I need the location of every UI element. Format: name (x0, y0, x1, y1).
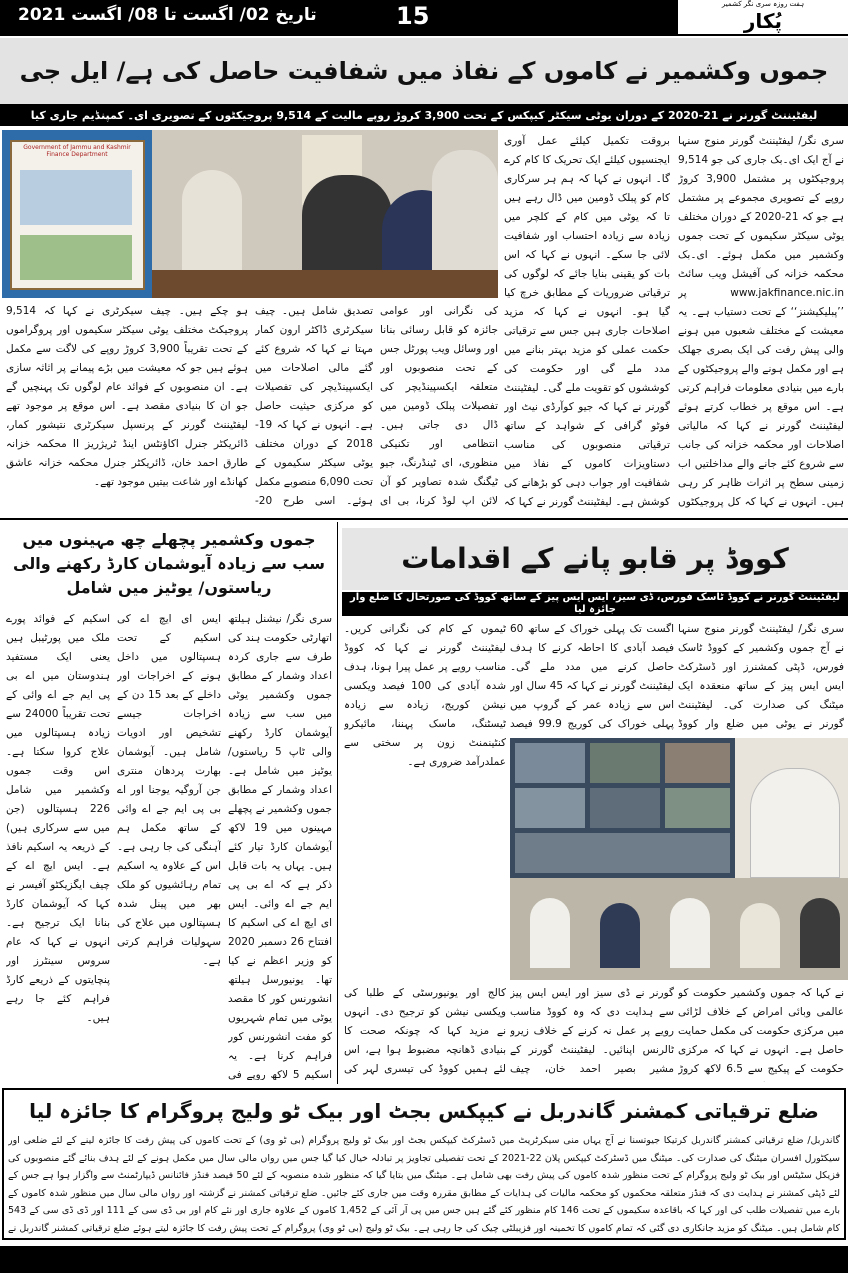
ayushman-column-3: اسکیم کے فوائد پورے ملک میں پورٹیبل ہیں یعنی ایک مستفید ہندوستان میں اے بی پی ایم جے اے وائی کے تحت تقریباً 24000 سے زیادہ ہسپتالوں میں علاج کروا سکتا ہے۔ اس وقت جموں وکشمیر میں شامل 226 ہسپتالوں (جن میں سے سرکاری ہیں) کے ذریعہ یہ اسکیم نافذ ہے۔ ایس ایچ اے کے چیف ایگزیکٹو آفیسر نے کہا کہ آیوشمان کارڈ بنانا ایک ترجیح ہے۔ انہوں نے کہا کہ عام سروس سینٹرز اور پنچایتوں کے ذریعے کارڈ فراہم کئے جا رہے ہیں۔ (6, 613, 110, 1024)
covid-column-2: اگست تک پہلی خوراک کے ساتھ 60 فیصد آبادی کا احاطہ کرنے کا ہدف حاصل کرنے میں مدد ملے گی۔ لیفٹیننٹ گورنر نے کہا کہ 45 سال اور اس سے زیادہ عمر کے گروپ میں پہلی خوراک کی کوریج 99.9 فیصد (510, 623, 674, 730)
issue-date: تاریخ 02/ اگست تا 08/ اگست 2021 (18, 5, 317, 25)
page-number: 15 (396, 2, 430, 30)
lead-subheadline (0, 104, 848, 126)
ayushman-column-1: سری نگر/ نیشنل ہیلتھ اتھارٹی حکومت ہند کی طرف سے جاری کردہ اعداد وشمار کے مطابق جموں وکشمیر یوٹی میں سب سے زیادہ آیوشمان کارڈ رکھنے والی ٹاپ 5 ریاستوں/ یوٹیز میں شامل ہے۔ اعداد وشمار کے مطابق جموں وکشمیر نے پچھلے مہینوں میں 19 لاکھ آیوشمان کارڈ تیار کئے ہیں۔ یہاں یہ بات قابل ذکر ہے کہ اے بی پی ایم جے اے وائی۔ ایس ای ایچ اے کی اسکیم کا افتتاح 26 دسمبر 2020 کو وزیر اعظم نے کیا تھا۔ یونیورسل ہیلتھ انشورنس کور کا مقصد یوٹی میں تمام شہریوں کو مفت انشورنس کور فراہم کرنا ہے۔ یہ اسکیم 5 لاکھ روپے فی (228, 613, 332, 1080)
logo-tagline: ہفت روزہ سری نگر کشمیر (721, 0, 805, 8)
masthead-bar (0, 0, 848, 36)
ayushman-column-2: ایس ای ایچ اے کی اسکیم کے تحت ہسپتالوں میں داخل ہونے کے اخراجات اور داخلے کے بعد 15 دن کے اخراجات جیسے تشخیص اور ادویات شامل ہیں۔ آیوشمان بھارت پردھان منتری جن آروگیہ یوجنا اور اے بی پی ایم جے اے وائی کے ساتھ مکمل ہم آہنگی کی جا رہی ہے۔ اس کے علاوہ یہ اسکیم تمام رہائشیوں کو ملک بھر میں پینل شدہ ہسپتالوں میں علاج کی سہولیات فراہم کرتی ہے۔ (117, 613, 221, 967)
lead-column-5: ہو چکے ہیں۔ چیف سیکرٹری نے کہا کہ 9,514 پروجیکٹ مختلف یوٹی سیکٹر سکیموں اور پروگراموں کے تحت تقریباً 3,900 کروڑ روپے کی لاگت سے مکمل ہوئے ہیں جو کہ معیشت میں بڑے پیمانے پر اثاثہ سازی ہے۔ ان منصوبوں کے فوائد عام لوگوں تک پہنچیں گے جو ان کا بنیادی مقصد ہے۔ اس موقع پر موجود تھے لیفٹیننٹ گورنر کے پرنسپل سیکرٹری نتیشور کمار، ڈائریکٹر جنرل اکاؤنٹس اینڈ ٹریژریز II محکمہ خزانہ طارق احمد خان، ڈائریکٹر جنرل محکمہ خزانہ عاشق کھانڈے اور شاعت بیتیں موجود تھے۔ (6, 305, 248, 488)
photo-caption: Government of Jammu and Kashmir Finance Department (23, 144, 131, 158)
covid-lower-column-2: گورنر نے ڈی سیز اور ایس ایس پیز سے ہدایت دی کہ وہ کووڈ مناسب رویے پر عمل نہ کرنے کے خلاف زیرو ٹالرنس اپنائیں۔ لیفٹیننٹ گورنر کے مشیر بصیر احمد خان، چیف (510, 987, 674, 1075)
lead-subheadline-text: لیفٹیننٹ گورنر نے 21-2020 کے دوران یوٹی سیکٹر کیپکس کے تحت 3,900 کروڑ روپے مالیت کے 9,514 پروجیکٹوں کے تصویری ای۔ کمپنڈیم جاری کیا (30, 108, 818, 122)
covid-subheadline (342, 592, 848, 616)
lead-column-4: تصدیق شامل ہیں۔ چیف سیکرٹری ڈاکٹر ارون کمار مہتا نے کہا کہ شروع کئے گئے مالی اصلاحات میں ایکسپینڈیچر کی تفصیلات کو مرکزی حیثیت حاصل ہے۔ انہوں نے کہا کہ 19-2018 کے دوران مختلف یوٹی سیکٹر سکیموں کے تحت 6,090 منصوبے مکمل ہوئے۔ اسی طرح 20- (255, 305, 373, 507)
covid-column-3: ٹیموں کے کام کی نگرانی کریں۔ لیفٹیننٹ گورنر نے کہا کہ کووڈ مناسب رویے پر عمل پیرا ہونا، ہدف شدہ آبادی کی 100 فیصد ویکسی نیشن کوریج، زیادہ سے زیادہ ٹیسٹنگ، ماسک پہننا، مائیکرو کنٹینمنٹ زون پر سختی سے عملدرآمد ضروری ہے۔ (344, 623, 506, 768)
column-rule (337, 522, 338, 1084)
newspaper-logo (678, 0, 848, 36)
lead-photo (2, 130, 498, 298)
covid-column-1: سری نگر/ لیفٹیننٹ گورنر منوج سنہا نے آج جموں وکشمیر کے کووڈ ٹاسک فورس، ڈپٹی کمشنرز اور ڈسٹرکٹ ایس ایس پیز کے ساتھ منعقدہ ایک میٹنگ کی صدارت کی۔ لیفٹیننٹ گورنر نے یوٹی میں ضلع وار کووڈ (678, 623, 844, 730)
lead-column-2: بروقت تکمیل کیلئے عمل آوری ایجنسیوں کیلئے ایک تحریک کا کام کرے گا۔ انہوں نے کہا کہ ہم ہر سرکاری کام کو پبلک ڈومین میں ڈال رہے ہیں تا کہ یوٹی میں کام کے کلچر میں زیادہ سے زیادہ احتساب اور شفافیت لائی جا سکے۔ انہوں نے کہا کہ اس بات کو یقینی بنایا جائے کہ لوگوں کی ترقیاتی ضروریات کے مطابق خرچ کیا گیا ہو۔ انہوں نے کہا کہ مزید اصلاحات جاری ہیں جس سے ترقیاتی حکمت عملی کو مزید بہتر بنانے میں مدد ملے گی اور حکومت کی کوششوں کو تقویت ملے گی۔ لیفٹیننٹ گورنر نے کہا کہ جیو کوآرڈی نیٹ اور فوٹو گرافی کے شواہد کے ساتھ ترقیاتی منصوبوں کی مناسب دستاویزات کاموں کے نفاذ میں شفافیت اور جواب دہی کو بڑھانے کی کوشش ہے۔ لیفٹیننٹ گورنر نے کہا کہ (504, 135, 670, 508)
covid-lower-column-1: نے کہا کہ جموں وکشمیر حکومت کو عالمی وبائی امراض کے خلاف لڑائی میں مرکزی حکومت کی مکمل حمایت حاصل ہے۔ انہوں نے کہا کہ مرکزی حکومت کے پیکیج سے 6.5 لاکھ کروڑ (678, 987, 844, 1075)
section-divider (0, 518, 848, 520)
covid-headline: کووڈ پر قابو پانے کے اقدامات (342, 528, 848, 590)
footer-bar (0, 1246, 848, 1273)
covid-meeting-photo (510, 738, 848, 980)
covid-lower-column-3: کالج اور یونیورسٹی کے طلبا کی ویکسی نیشن کو ترجیح دی۔ انہوں نے مزید کہا کہ چونکہ صحت کا بنیادی ڈھانچہ مضبوط ہوا ہے، اس لئے ہمیں کووڈ کی تیسری لہر کی (344, 987, 506, 1075)
covid-subheadline-text: لیفٹیننٹ گورنر نے کووڈ ٹاسک فورس، ڈی سیز، ایس ایس پیز کے ساتھ کووڈ کی صورتحال کا ضلع وار جائزہ لیا (350, 592, 840, 615)
lead-headline-text: جموں وکشمیر نے کاموں کے نفاذ میں شفافیت حاصل کی ہے/ ایل جی (19, 57, 829, 85)
ganderbal-body: گاندربل/ ضلع ترقیاتی کمشنر گاندربل کرتیکا جیوتسنا نے آج یہاں منی سیکرٹریٹ میں ڈسٹرکٹ کیپکس بجٹ اور بیک ٹو ولیج پروگرام (بی ٹو وی) کے تحت کاموں کی پیش رفت کا جائزہ لینے کے لئے ضلعی اور سیکٹورل افسران میٹنگ کی صدارت کی۔ میٹنگ میں ڈسٹرکٹ کیپکس پلان 22-2021 کے تحت تفصیلی تجاویز پر تبادلہ خیال کیا گیا جس میں رواں مالی سال میں مکمل ہونے کے لئے ہدف بنائے گئے منصوبوں کی فزیکل سٹیٹس اور بیک ٹو ولیج پروگرام کے تحت منظور شدہ کاموں کی پیش رفت بھی شامل ہے۔ میٹنگ میں بتایا گیا کہ منظور شدہ منصوبہ کے لئے 50 فیصد فنڈز فائنانس ڈیپارٹمنٹ سے واگزار ہوا ہے جس کے لئے ڈپٹی کمشنر نے ہدایت دی کہ فنڈز متعلقہ محکموں کو محکمہ مالیات کی ہدایات کے مطابق مقررہ وقت میں جاری کئے جائیں۔ ضلع ترقیاتی کمشنر نے گزشتہ اور رواں مالی سال میں منظور شدہ کاموں کے بارے میں تفصیلات طلب کی اور کہا کہ باقاعدہ سکیموں کے تحت 146 کام منظور کئے گئے ہیں جس میں پی آر آئی کے 1,452 کاموں کے علاوہ جاری اور نئے کام اور بی ڈی سی کے 111 اور ڈی ڈی سی کے 543 کام شامل ہیں۔ میٹنگ کو مزید جانکاری دی گئی کہ تمام کاموں کا تخمینہ اور فزیبلٹی چیک کی جا رہی ہے۔ بیک ٹو ولیج (بی ٹو وی) پروگرام کے تحت پیش رفت کا جائزہ لیتے ہوئے ضلع ترقیاتی کمشنر گاندربل نے (8, 1135, 840, 1234)
logo-text: پُکار (743, 9, 783, 33)
lead-headline (0, 38, 848, 104)
lead-column-1: سری نگر/ لیفٹیننٹ گورنر منوج سنہا نے آج ایک ای۔بک جاری کی جو 9,514 پروجیکٹوں پر مشتمل 3,900 کروڑ روپے کے تصویری مجموعے پر مشتمل ہے جو کہ 21-2020 کے دوران مختلف یوٹی سیکٹر سکیموں کے تحت جموں وکشمیر میں مکمل ہوئے۔ ای۔بک محکمہ خزانہ کی آفیشل ویب سائٹ www.jakfinance.nic.in پر ’’پبلیکیشنز‘‘ کے تحت دستیاب ہے۔ یہ معیشت کے مختلف شعبوں میں ہونے والی پیش رفت کی ایک بصری جھلک ہے اور مکمل ہونے والے پروجیکٹوں کے بارے میں بنیادی معلومات فراہم کرتی ہے۔ اس موقع پر خطاب کرتے ہوئے لیفٹیننٹ گورنر نے کہا کہ مالیاتی اصلاحات اور محکمہ خزانہ کی جانب سے شروع کئے جانے والے مداخلتیں اب زمینی سطح پر اثرات ظاہر کر رہی ہیں۔ انہوں نے کہا کہ کل پروجیکٹوں (678, 135, 844, 508)
ganderbal-headline: ضلع ترقیاتی کمشنر گاندربل نے کیپکس بجٹ اور بیک ٹو ولیج پروگرام کا جائزہ لیا (29, 1099, 819, 1123)
ayushman-headline: جموں وکشمیر پچھلے چھ مہینوں میں سب سے زیادہ آیوشمان کارڈ رکھنے والی ریاستوں/ یوٹیز میں شامل (13, 530, 325, 597)
lead-column-3: کی نگرانی اور عوامی جائزہ کو قابل رسائی بنانا اور وسائل ویب پورٹل جس کے تحت منصوبوں اور متعلقہ ایکسپینڈیچر کی تفصیلات پبلک ڈومین میں ڈال دی جاتی ہیں۔ انتظامی اور تکنیکی منظوری، ای ٹینڈرنگ، جیو ٹیگنگ شدہ تصاویر کو آن لائن اپ لوڈ کرنا، بی ای (380, 305, 498, 507)
